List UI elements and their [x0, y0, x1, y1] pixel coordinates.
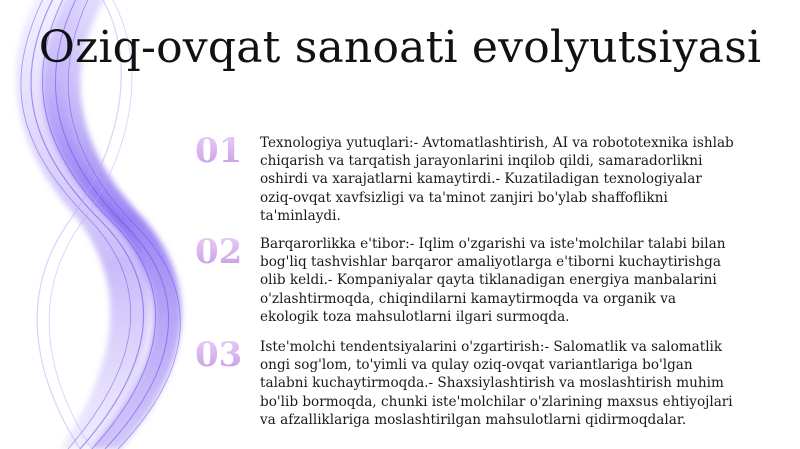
item-number: 02	[195, 235, 255, 269]
item-text: Texnologiya yutuqlari:- Avtomatlashtirish, AI va robototexnika ishlab chiqarish va tarqatish jarayonlarini inqilob qildi, samaradorlikni oshirdi va xarajatlarni kamaytirdi.- Kuzatiladigan texnologiyalar oziq-ovqat xavfsizligi va ta'minot zanjiri bo'ylab shaffoflikni ta'minlaydi.	[260, 135, 734, 224]
item-text: Iste'molchi tendentsiyalarini o'zgartirish:- Salomatlik va salomatlik ongi sog'lom, to'yimli va qulay oziq-ovqat variantlariga bo'lgan talabni kuchaytirmoqda.- Shaxsiylashtirish va moslashtirish muhim bo'lib bormoqda, chunki iste'molchilar o'zlarining maxsus ehtiyojlari va afzalliklariga moslashtirilgan mahsulotlarni qidirmoqdalar.	[260, 339, 733, 428]
item-number: 03	[195, 338, 255, 372]
item-text: Barqarorlikka e'tibor:- Iqlim o'zgarishi va iste'molchilar talabi bilan bog'liq tashvishlar barqaror amaliyotlarga e'tiborni kuchaytirishga olib keldi.- Kompaniyalar qayta tiklanadigan energiya manbalarini o'zlashtirmoqda, chiqindilarni kamaytirmoqda va organik va ekologik toza mahsulotlarni ilgari surmoqda.	[260, 236, 726, 325]
slide-title: Oziq-ovqat sanoati evolyutsiyasi	[38, 22, 762, 73]
item-number: 01	[195, 134, 255, 168]
